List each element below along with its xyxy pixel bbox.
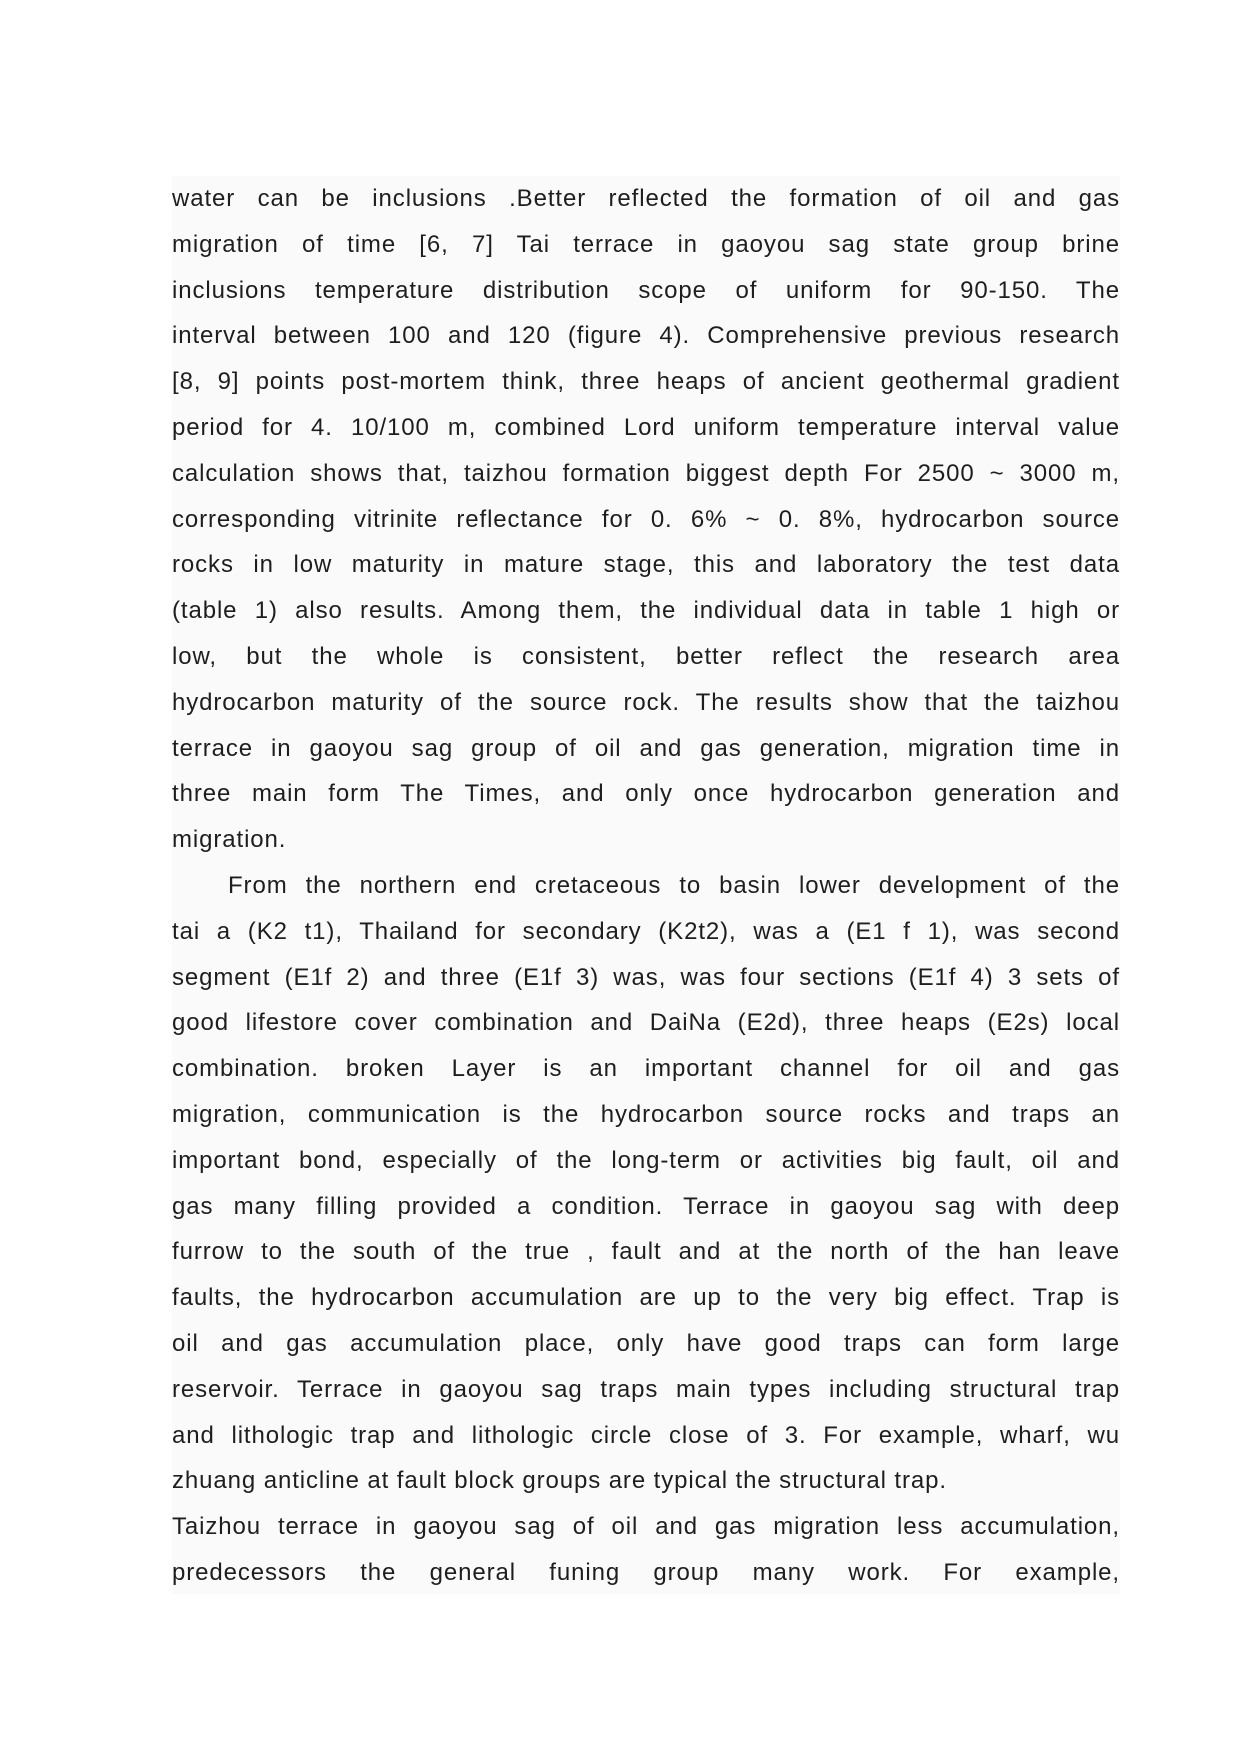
text-line: zhuang anticline at fault block groups are typical the structural trap. bbox=[172, 1467, 947, 1495]
text-line: [8, 9] points post-mortem think, three heaps of ancient geothermal gradient bbox=[172, 368, 1120, 396]
text-line: oil and gas accumulation place, only have good traps can form large bbox=[172, 1329, 1120, 1357]
text-line: terrace in gaoyou sag group of oil and gas generation, migration time in bbox=[172, 734, 1120, 762]
text-line: good lifestore cover combination and DaiNa (E2d), three heaps (E2s) local bbox=[172, 1009, 1120, 1037]
text-line: interval between 100 and 120 (figure 4). Comprehensive previous research bbox=[172, 322, 1120, 350]
paragraph-3 bbox=[172, 1504, 1120, 1596]
text-line: hydrocarbon maturity of the source rock. The results show that the taizhou bbox=[172, 688, 1120, 716]
text-line: migration, communication is the hydrocarbon source rocks and traps an bbox=[172, 1100, 1120, 1128]
text-line: low, but the whole is consistent, better reflect the research area bbox=[172, 642, 1120, 670]
text-line: gas many filling provided a condition. Terrace in gaoyou sag with deep bbox=[172, 1192, 1120, 1220]
text-line: three main form The Times, and only once hydrocarbon generation and bbox=[172, 780, 1120, 808]
text-line: rocks in low maturity in mature stage, this and laboratory the test data bbox=[172, 551, 1120, 579]
text-line: corresponding vitrinite reflectance for 0. 6% ~ 0. 8%, hydrocarbon source bbox=[172, 505, 1120, 533]
text-line: predecessors the general funing group many work. For example, bbox=[172, 1558, 1120, 1586]
text-line: From the northern end cretaceous to basin lower development of the bbox=[228, 871, 1120, 899]
text-line: migration of time [6, 7] Tai terrace in gaoyou sag state group brine bbox=[172, 230, 1120, 258]
text-line: period for 4. 10/100 m, combined Lord uniform temperature interval value bbox=[172, 413, 1120, 441]
text-line: segment (E1f 2) and three (E1f 3) was, was four sections (E1f 4) 3 sets of bbox=[172, 963, 1120, 991]
text-line: furrow to the south of the true , fault and at the north of the han leave bbox=[172, 1238, 1120, 1266]
text-line: tai a (K2 t1), Thailand for secondary (K2t2), was a (E1 f 1), was second bbox=[172, 917, 1120, 945]
text-line: Taizhou terrace in gaoyou sag of oil and gas migration less accumulation, bbox=[172, 1513, 1120, 1541]
text-line: reservoir. Terrace in gaoyou sag traps main types including structural trap bbox=[172, 1375, 1120, 1403]
paragraph-1 bbox=[172, 176, 1120, 863]
text-line: inclusions temperature distribution scope of uniform for 90-150. The bbox=[172, 276, 1120, 304]
paragraph-2 bbox=[172, 863, 1120, 1504]
text-line: water can be inclusions .Better reflected the formation of oil and gas bbox=[172, 185, 1120, 212]
text-line: and lithologic trap and lithologic circle close of 3. For example, wharf, wu bbox=[172, 1421, 1120, 1449]
text-line: migration. bbox=[172, 826, 287, 854]
text-line: faults, the hydrocarbon accumulation are up to the very big effect. Trap is bbox=[172, 1284, 1120, 1312]
text-line: important bond, especially of the long-term or activities big fault, oil and bbox=[172, 1146, 1120, 1174]
text-line: (table 1) also results. Among them, the individual data in table 1 high or bbox=[172, 597, 1120, 625]
text-line: calculation shows that, taizhou formation biggest depth For 2500 ~ 3000 m, bbox=[172, 459, 1120, 487]
body-text bbox=[172, 176, 1120, 1594]
text-line: combination. broken Layer is an important channel for oil and gas bbox=[172, 1055, 1120, 1083]
